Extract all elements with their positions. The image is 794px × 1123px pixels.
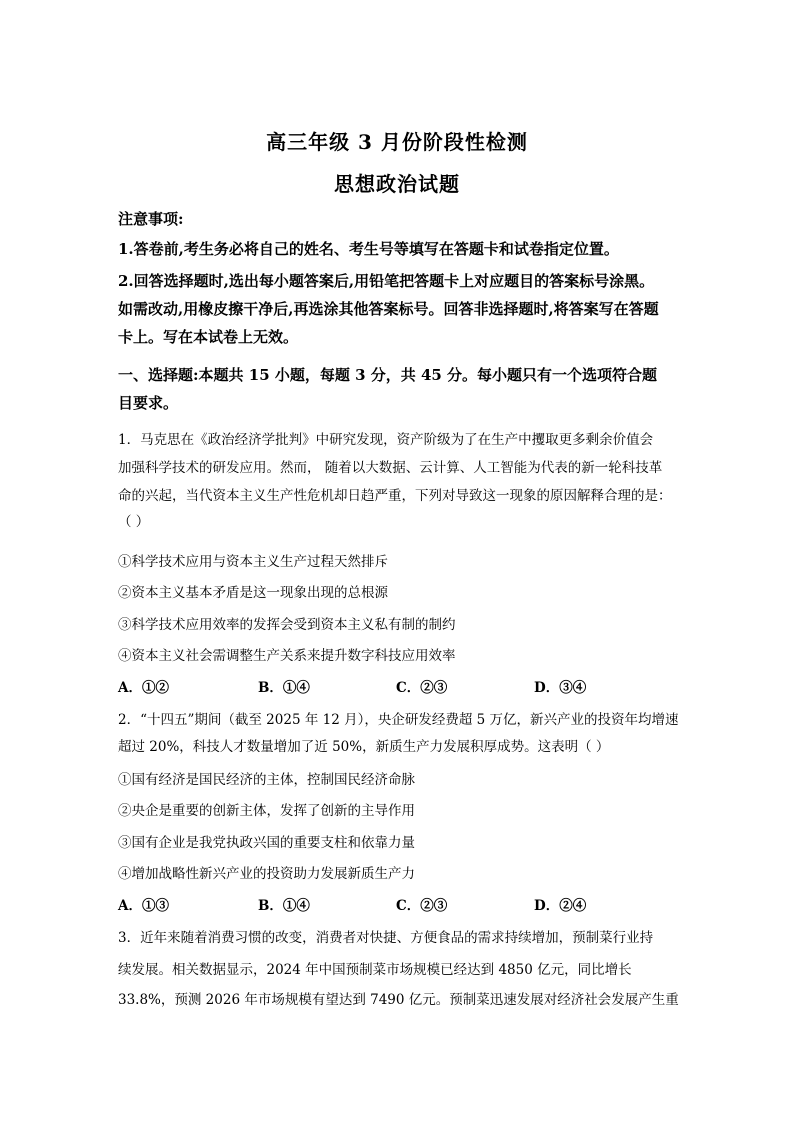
q2-stem-line-2: 超过 20%，科技人才数量增加了近 50%，新质生产力发展积厚成势。这表明（ ） [118,739,610,755]
exam-subject: 思想政治试题 [334,172,460,196]
q1-choice-d: D．③④ [534,680,587,696]
q2-choice-a: A．①③ [118,898,169,914]
exam-title: 高三年级 3 月份阶段性检测 [266,130,528,154]
q2-option-2: ②央企是重要的创新主体，发挥了创新的主导作用 [118,803,415,819]
q2-choice-b: B．①④ [258,898,310,914]
q2-option-3: ③国有企业是我党执政兴国的重要支柱和依靠力量 [118,835,415,851]
notice-item-2-line-3: 卡上。写在本试卷上无效。 [118,328,299,346]
q1-stem-line-3: 命的兴起，当代资本主义生产性危机却日趋严重，下列对导致这一现象的原因解释合理的是： [118,488,672,504]
q2-stem-line-1: 2．“十四五”期间（截至 2025 年 12 月），央企研发经费超 5 万亿，新兴产业的投资年均增速 [118,712,679,728]
notice-heading: 注意事项: [118,210,184,228]
notice-item-2-line-2: 如需改动,用橡皮擦干净后,再选涂其他答案标号。回答非选择题时,将答案写在答题 [118,300,659,318]
q1-option-3: ③科学技术应用效率的发挥会受到资本主义私有制的制约 [118,617,456,633]
notice-item-2-line-1: 2.回答选择题时,选出每小题答案后,用铅笔把答题卡上对应题目的答案标号涂黑。 [118,272,655,290]
q1-option-1: ①科学技术应用与资本主义生产过程天然排斥 [118,554,388,570]
q1-choice-c: C．②③ [396,680,448,696]
notice-item-1: 1.答卷前,考生务必将自己的姓名、考生号等填写在答题卡和试卷指定位置。 [118,240,619,258]
q1-stem-line-1: 1．马克思在《政治经济学批判》中研究发现，资产阶级为了在生产中攫取更多剩余价值会 [118,432,654,448]
q1-stem-line-2: 加强科学技术的研发应用。然而， 随着以大数据、云计算、人工智能为代表的新一轮科技革 [118,460,663,476]
q2-option-4: ④增加战略性新兴产业的投资助力发展新质生产力 [118,866,415,882]
q1-answer-blank: （ ） [118,514,150,530]
q1-choice-b: B．①④ [258,680,310,696]
q3-stem-line-3: 33.8%，预测 2026 年市场规模有望达到 7490 亿元。预制菜迅速发展对经济社会发展产生重 [118,992,679,1008]
q3-stem-line-2: 续发展。相关数据显示，2024 年中国预制菜市场规模已经达到 4850 亿元，同比增长 [118,962,632,978]
section-heading-line-2: 目要求。 [118,394,179,412]
q1-choice-a: A．①② [118,680,169,696]
q1-option-2: ②资本主义基本矛盾是这一现象出现的总根源 [118,585,388,601]
q1-option-4: ④资本主义社会需调整生产关系来提升数字科技应用效率 [118,648,456,664]
section-heading-line-1: 一、选择题:本题共 15 小题，每题 3 分，共 45 分。每小题只有一个选项符合题 [118,366,658,384]
q3-stem-line-1: 3．近年来随着消费习惯的改变，消费者对快捷、方便食品的需求持续增加，预制菜行业持 [118,930,654,946]
q2-choice-c: C．②③ [396,898,448,914]
q2-option-1: ①国有经济是国民经济的主体，控制国民经济命脉 [118,772,415,788]
q2-choice-d: D．②④ [534,898,587,914]
